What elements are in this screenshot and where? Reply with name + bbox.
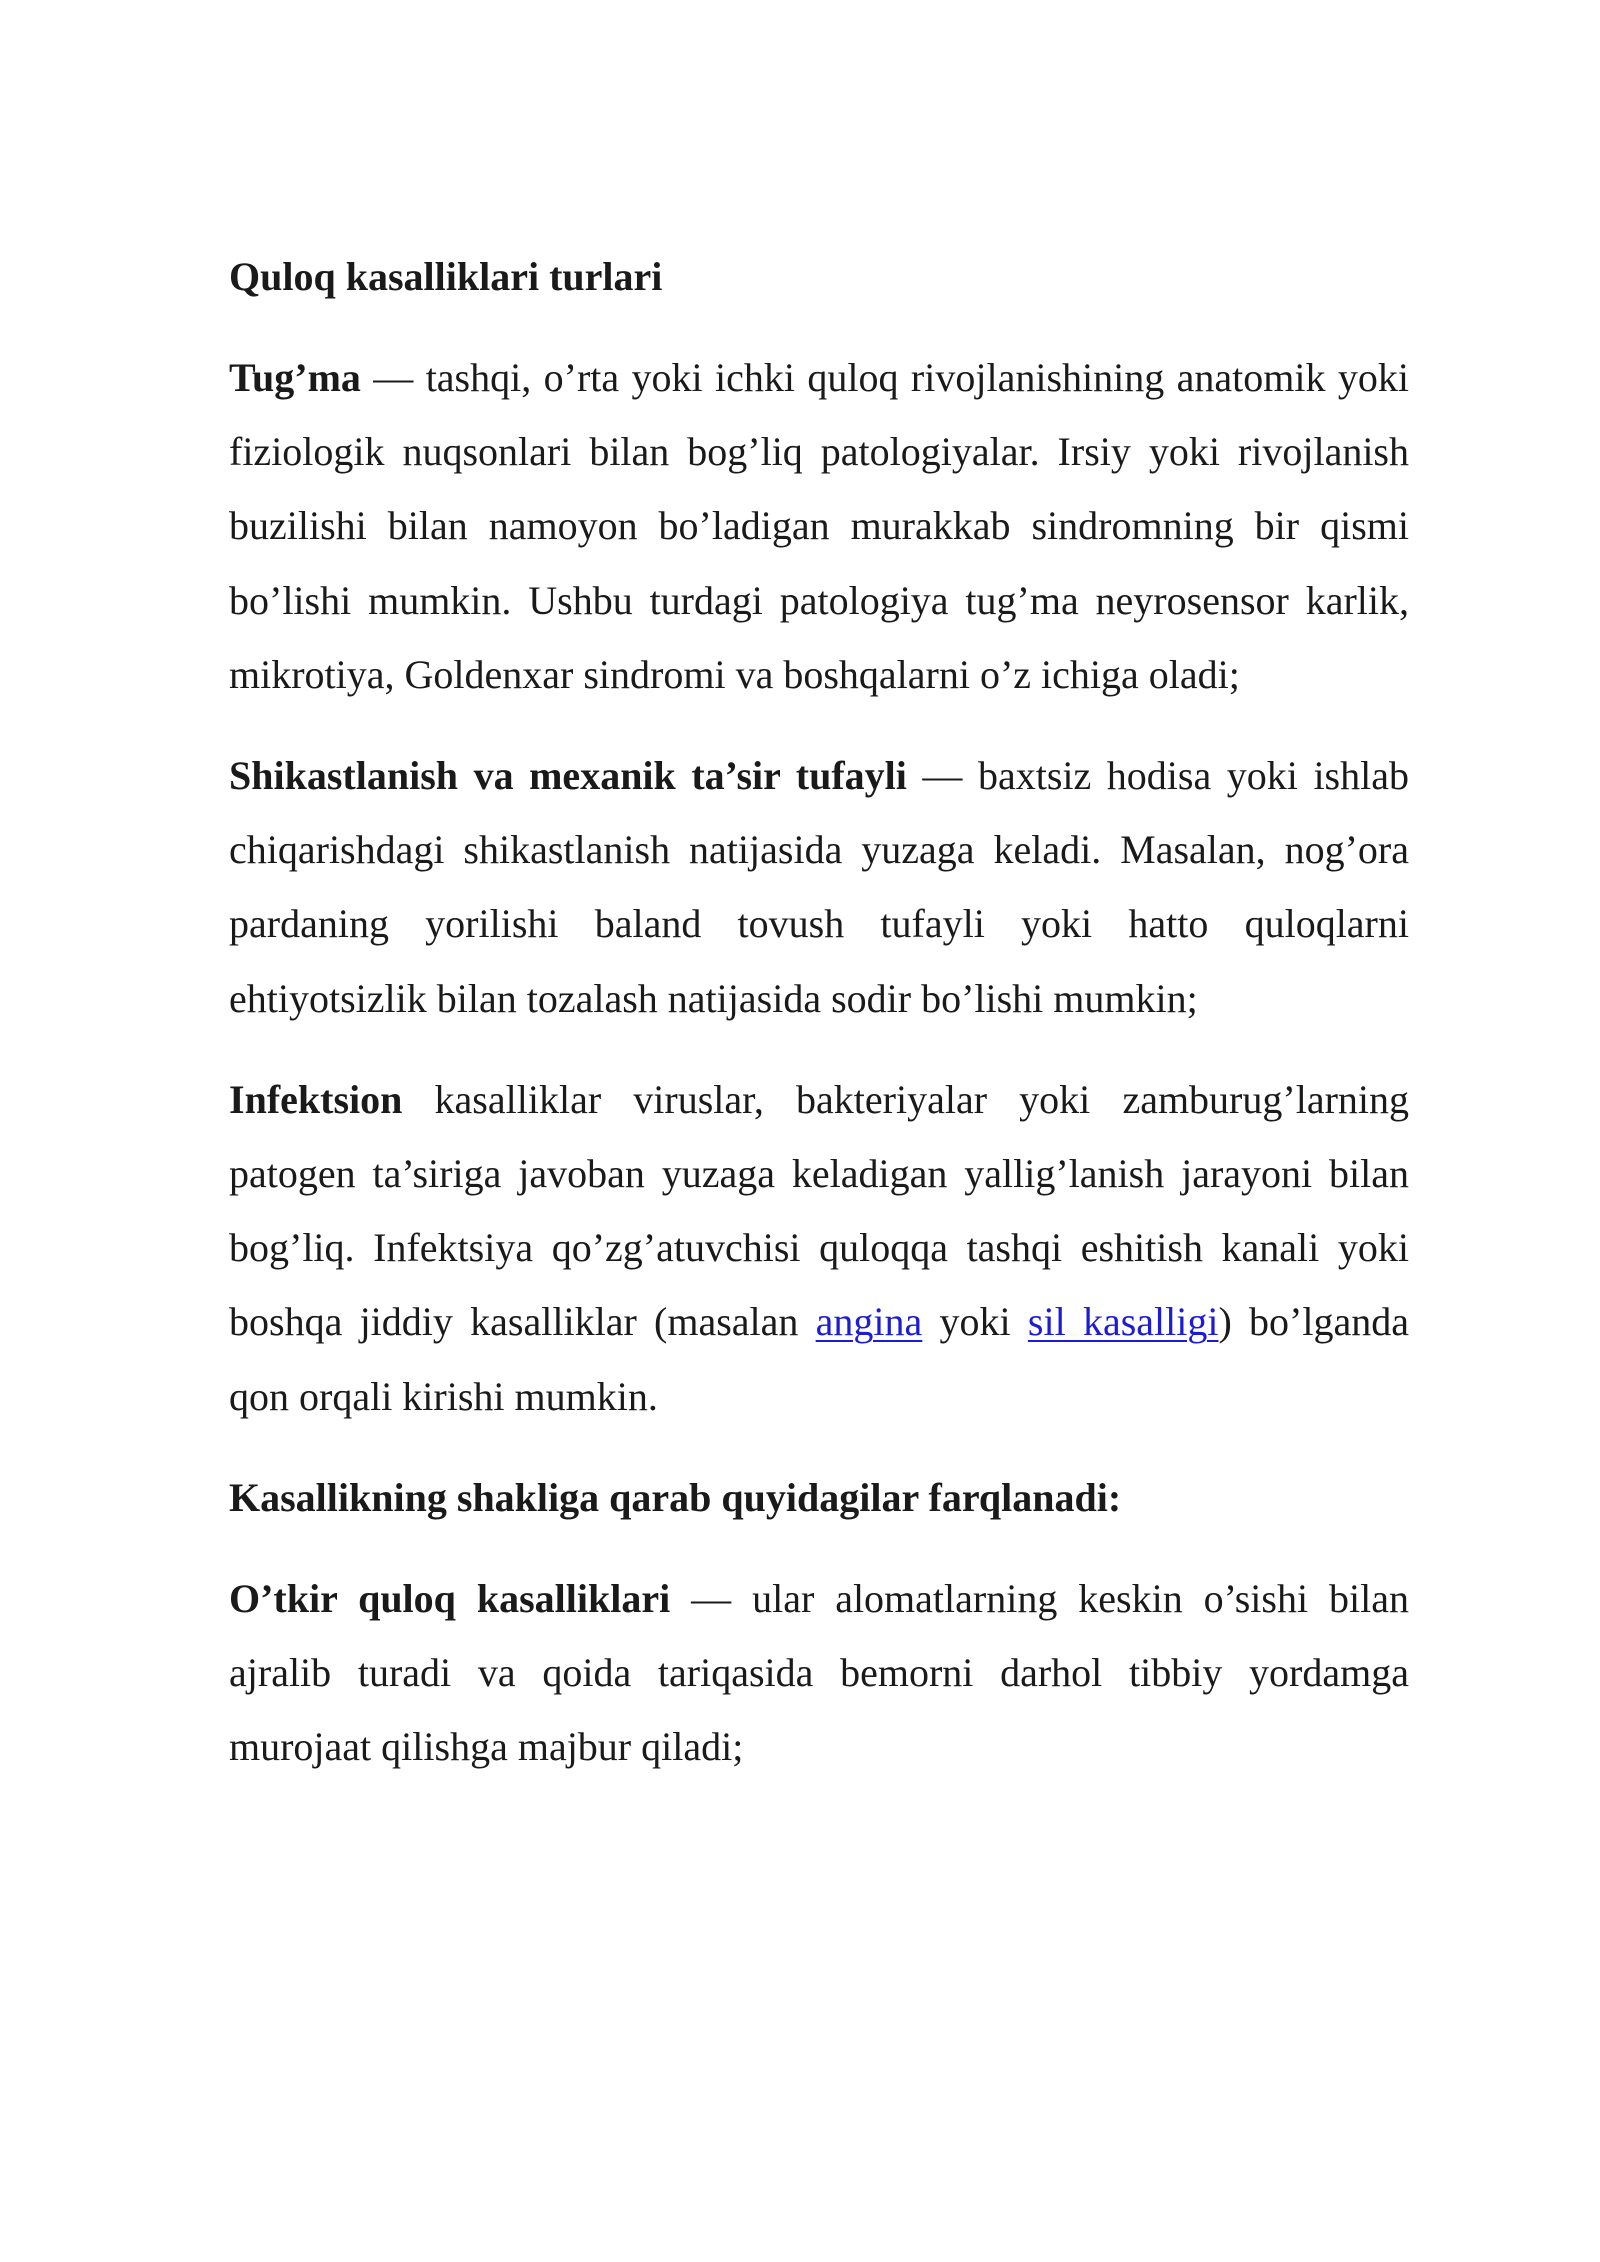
paragraph-trauma: [229, 739, 1409, 1036]
paragraph-infectious-text-before: kasalliklar viruslar, bakteriyalar yoki zamburug’larning patogen ta’siriga javoban yuzaga keladigan yallig’lanish jarayoni bilan bog’liq. Infektsiya qo’zg’atuvchisi quloqqa tashqi eshitish kanali yoki boshqa jiddiy kasalliklar (masalan: [229, 1076, 1409, 1345]
paragraph-infectious-text-after: ) bo’lganda qon orqali kirishi mumkin.: [229, 1299, 1409, 1419]
paragraph-congenital-text: — tashqi, o’rta yoki ichki quloq rivojlanishining anatomik yoki fiziologik nuqsonlari bilan bog’liq patologiyalar. Irsiy yoki rivojlanish buzilishi bilan namoyon bo’ladigan murakkab sindromning bir qismi bo’lishi mumkin. Ushbu turdagi patologiya tug’ma neyrosensor karlik, mikrotiya, Goldenxar sindromi va boshqalarni o’z ichiga oladi;: [229, 355, 1409, 697]
paragraph-congenital: [229, 341, 1409, 712]
term-trauma: Shikastlanish va mexanik ta’sir tufayli: [229, 753, 907, 799]
paragraph-acute-text: — ular alomatlarning keskin o’sishi bilan ajralib turadi va qoida tariqasida bemorni darhol tibbiy yordamga murojaat qilishga majbur qiladi;: [229, 1575, 1409, 1770]
paragraph-infectious-text-middle: yoki: [922, 1299, 1028, 1345]
paragraph-acute: [229, 1562, 1409, 1785]
paragraph-infectious: [229, 1063, 1409, 1434]
term-congenital: Tug’ma: [229, 355, 361, 400]
link-tuberculosis[interactable]: sil kasalligi: [1027, 1299, 1219, 1345]
section-subheading: Kasallikning shakliga qarab quyidagilar farqlanadi:: [229, 1474, 1122, 1520]
document-title: Quloq kasalliklari turlari: [229, 254, 663, 299]
term-infectious: Infektsion: [229, 1076, 403, 1122]
term-acute: O’tkir quloq kasalliklari: [229, 1575, 671, 1621]
document-page: [229, 240, 1409, 1811]
paragraph-trauma-text: — baxtsiz hodisa yoki ishlab chiqarishdagi shikastlanish natijasida yuzaga keladi. Masalan, nog’ora pardaning yorilishi baland tovush tufayli yoki hatto quloqlarni ehtiyotsizlik bilan tozalash natijasida sodir bo’lishi mumkin;: [229, 753, 1409, 1021]
link-angina[interactable]: angina: [815, 1299, 923, 1345]
